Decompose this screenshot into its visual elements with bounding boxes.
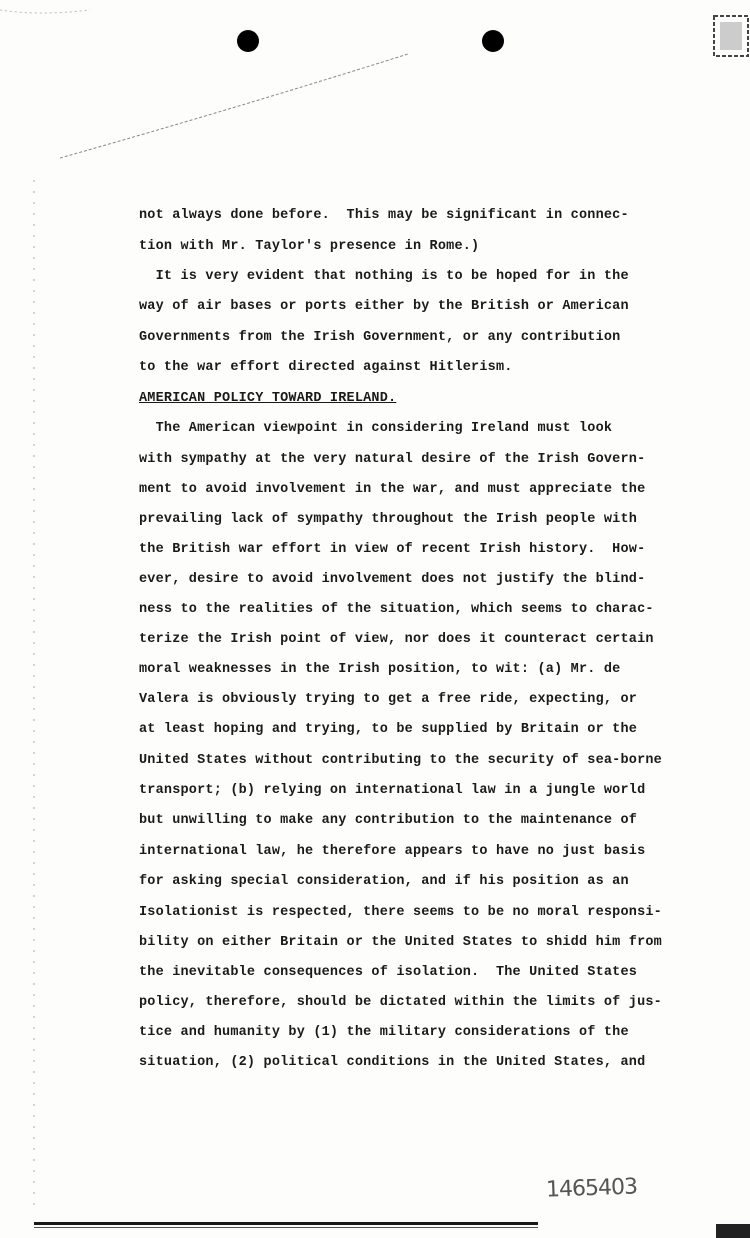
corner-scan-mark [716, 1224, 750, 1238]
section-heading: AMERICAN POLICY TOWARD IRELAND. [139, 391, 397, 406]
text-line: with sympathy at the very natural desire of the Irish Govern- [139, 452, 646, 467]
text-line: prevailing lack of sympathy throughout the Irish people with [139, 512, 638, 527]
text-line: tion with Mr. Taylor's presence in Rome.) [139, 239, 480, 254]
text-line: United States without contributing to the security of sea-borne [139, 753, 662, 768]
text-line: Isolationist is respected, there seems to be no moral responsi- [139, 905, 662, 920]
text-line: It is very evident that nothing is to be hoped for in the [139, 269, 629, 284]
corner-fold-mark [712, 12, 750, 60]
text-line: the British war effort in view of recent Irish history. How- [139, 542, 646, 557]
text-line: terize the Irish point of view, nor does it counteract certain [139, 632, 654, 647]
text-line: policy, therefore, should be dictated within the limits of jus- [139, 995, 662, 1010]
text-line: bility on either Britain or the United States to shidd him from [139, 935, 662, 950]
text-line: international law, he therefore appears to have no just basis [139, 844, 646, 859]
text-line: transport; (b) relying on international law in a jungle world [139, 783, 646, 798]
bottom-rule [34, 1222, 538, 1225]
text-line: the inevitable consequences of isolation. The United States [139, 965, 638, 980]
text-line: Governments from the Irish Government, or any contribution [139, 330, 621, 345]
text-line: not always done before. This may be significant in connec- [139, 208, 629, 223]
text-line: ness to the realities of the situation, which seems to charac- [139, 602, 654, 617]
text-line: but unwilling to make any contribution to the maintenance of [139, 813, 638, 828]
archive-stamp-number: 1465403 [545, 1174, 638, 1203]
text-line: ever, desire to avoid involvement does not justify the blind- [139, 572, 646, 587]
text-line: situation, (2) political conditions in the United States, and [139, 1055, 646, 1070]
text-line: to the war effort directed against Hitlerism. [139, 360, 513, 375]
text-line: Valera is obviously trying to get a free ride, expecting, or [139, 692, 638, 707]
text-line: ment to avoid involvement in the war, and must appreciate the [139, 482, 646, 497]
text-line: for asking special consideration, and if his position as an [139, 874, 629, 889]
text-line: at least hoping and trying, to be supplied by Britain or the [139, 722, 638, 737]
pencil-stroke [0, 0, 750, 200]
text-line: The American viewpoint in considering Ireland must look [139, 421, 613, 436]
left-margin-dots [30, 180, 38, 1210]
text-line: moral weaknesses in the Irish position, to wit: (a) Mr. de [139, 662, 621, 677]
bottom-rule-thin [34, 1227, 538, 1228]
text-line: way of air bases or ports either by the British or American [139, 299, 629, 314]
text-line: tice and humanity by (1) the military considerations of the [139, 1025, 629, 1040]
